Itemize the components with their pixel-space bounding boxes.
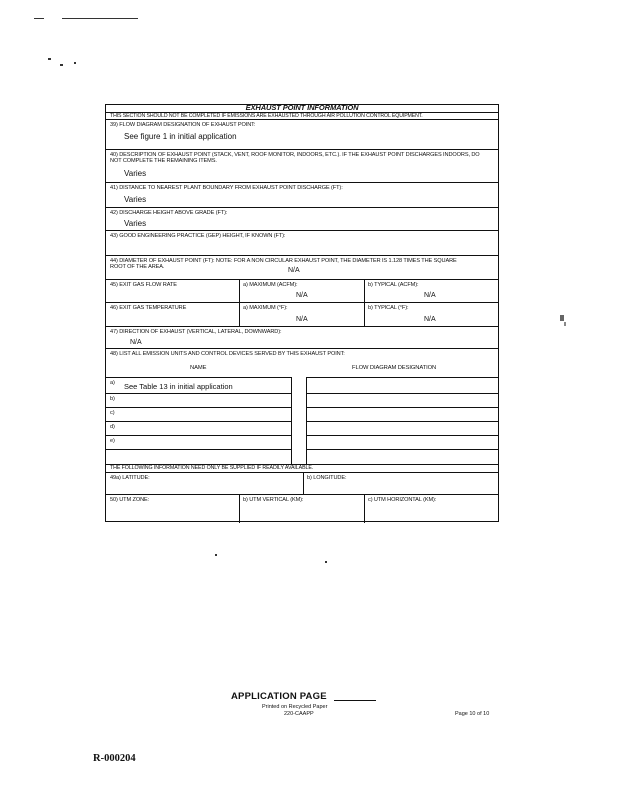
q39-value[interactable]: See figure 1 in initial application	[124, 132, 237, 141]
table-row	[106, 408, 291, 422]
q46a-value[interactable]: N/A	[296, 316, 308, 323]
table-row	[307, 378, 498, 394]
form-number: 220-CAAPP	[284, 711, 314, 717]
divider	[364, 303, 365, 326]
q46a-label: a) MAXIMUM (°F):	[243, 305, 288, 311]
q48-col-name: NAME	[190, 365, 207, 371]
scan-mark	[74, 62, 76, 64]
q46-label: 46) EXIT GAS TEMPERATURE	[110, 305, 187, 311]
q44-row	[106, 256, 498, 280]
divider	[239, 280, 240, 302]
table-row	[106, 394, 291, 408]
q45a-label: a) MAXIMUM (ACFM):	[243, 282, 298, 288]
scan-mark	[564, 322, 566, 326]
scan-mark	[62, 18, 138, 19]
q42-value[interactable]: Varies	[124, 219, 147, 228]
q43-label: 43) GOOD ENGINEERING PRACTICE (GEP) HEIGHT, IF KNOWN (FT):	[110, 233, 286, 239]
q48-col-flow: FLOW DIAGRAM DESIGNATION	[352, 365, 437, 371]
application-page-label: APPLICATION PAGE	[231, 691, 327, 702]
q46b-value[interactable]: N/A	[424, 316, 436, 323]
page-number-line	[334, 700, 376, 701]
q50b-label: b) UTM VERTICAL (KM):	[243, 497, 304, 503]
form-notice: THIS SECTION SHOULD NOT BE COMPLETED IF EMISSIONS ARE EXHAUSTED THROUGH AIR POLLUTION CONTROL EQUIPMENT.	[110, 113, 423, 119]
table-row	[106, 378, 291, 394]
q45a-value[interactable]: N/A	[296, 292, 308, 299]
q41-label: 41) DISTANCE TO NEAREST PLANT BOUNDARY FROM EXHAUST POINT DISCHARGE (FT):	[110, 185, 343, 191]
q50-row	[106, 495, 498, 523]
q47-value[interactable]: N/A	[130, 339, 142, 346]
q40-value[interactable]: Varies	[124, 169, 147, 178]
q47-row	[106, 327, 498, 349]
scan-mark	[325, 561, 327, 563]
notice-row	[106, 113, 498, 120]
q49a-label: 49a) LATITUDE:	[110, 475, 150, 481]
q48-section	[106, 349, 498, 465]
optional-notice-row	[106, 465, 498, 473]
q50c-label: c) UTM HORIZONTAL (KM):	[368, 497, 437, 503]
bates-stamp: R-000204	[93, 753, 136, 764]
row-letter: d)	[110, 424, 115, 430]
table-row	[307, 422, 498, 436]
row-name[interactable]: See Table 13 in initial application	[124, 382, 233, 391]
q48-label: 48) LIST ALL EMISSION UNITS AND CONTROL DEVICES SERVED BY THIS EXHAUST POINT:	[110, 351, 345, 357]
form-title: EXHAUST POINT INFORMATION	[245, 103, 359, 112]
q41-value[interactable]: Varies	[124, 195, 147, 204]
table-row	[307, 408, 498, 422]
divider	[303, 473, 304, 494]
q48-name-column	[106, 377, 292, 465]
q46b-label: b) TYPICAL (°F):	[368, 305, 409, 311]
q49-row	[106, 473, 498, 495]
divider	[239, 495, 240, 523]
q39-row	[106, 120, 498, 150]
scan-mark	[215, 554, 217, 556]
q45-label: 45) EXIT GAS FLOW RATE	[110, 282, 177, 288]
scan-mark	[60, 64, 63, 66]
q46-row	[106, 303, 498, 327]
divider	[364, 280, 365, 302]
table-row	[106, 436, 291, 450]
q40-label: 40) DESCRIPTION OF EXHAUST POINT (STACK, VENT, ROOF MONITOR, INDOORS, ETC.). IF THE EXHAUST POINT DISCHARGES INDOORS, DO NOT COMPLETE THE REMAINING ITEMS.	[110, 152, 480, 165]
q49b-label: b) LONGITUDE:	[307, 475, 347, 481]
q43-row	[106, 231, 498, 256]
table-row	[106, 422, 291, 436]
row-letter: a)	[110, 380, 115, 386]
q40-row	[106, 150, 498, 183]
row-letter: e)	[110, 438, 115, 444]
exhaust-point-form	[105, 104, 499, 522]
scan-mark	[48, 58, 51, 60]
q45b-value[interactable]: N/A	[424, 292, 436, 299]
q44-value[interactable]: N/A	[288, 267, 300, 274]
scan-mark	[560, 315, 564, 321]
divider	[239, 303, 240, 326]
q42-row	[106, 208, 498, 231]
page-of: Page 10 of 10	[455, 711, 490, 717]
q47-label: 47) DIRECTION OF EXHAUST (VERTICAL, LATERAL, DOWNWARD):	[110, 329, 282, 335]
form-title-row	[106, 105, 498, 113]
q39-label: 39) FLOW DIAGRAM DESIGNATION OF EXHAUST POINT:	[110, 122, 256, 128]
table-row	[307, 436, 498, 450]
q42-label: 42) DISCHARGE HEIGHT ABOVE GRADE (FT):	[110, 210, 228, 216]
q45b-label: b) TYPICAL (ACFM):	[368, 282, 419, 288]
row-letter: c)	[110, 410, 115, 416]
optional-notice: THE FOLLOWING INFORMATION NEED ONLY BE SUPPLIED IF READILY AVAILABLE.	[110, 465, 314, 471]
q44-label: 44) DIAMETER OF EXHAUST POINT (FT): NOTE: FOR A NON CIRCULAR EXHAUST POINT, THE DIAMETER IS 1.128 TIMES THE SQUARE ROOT OF THE AREA.	[110, 258, 457, 271]
row-letter: b)	[110, 396, 115, 402]
divider	[364, 495, 365, 523]
q48-flow-column	[306, 377, 498, 465]
q41-row	[106, 183, 498, 208]
q45-row	[106, 280, 498, 303]
printed-note: Printed on Recycled Paper	[262, 704, 328, 710]
scan-mark	[34, 18, 44, 19]
table-row	[307, 394, 498, 408]
q50-label: 50) UTM ZONE:	[110, 497, 150, 503]
